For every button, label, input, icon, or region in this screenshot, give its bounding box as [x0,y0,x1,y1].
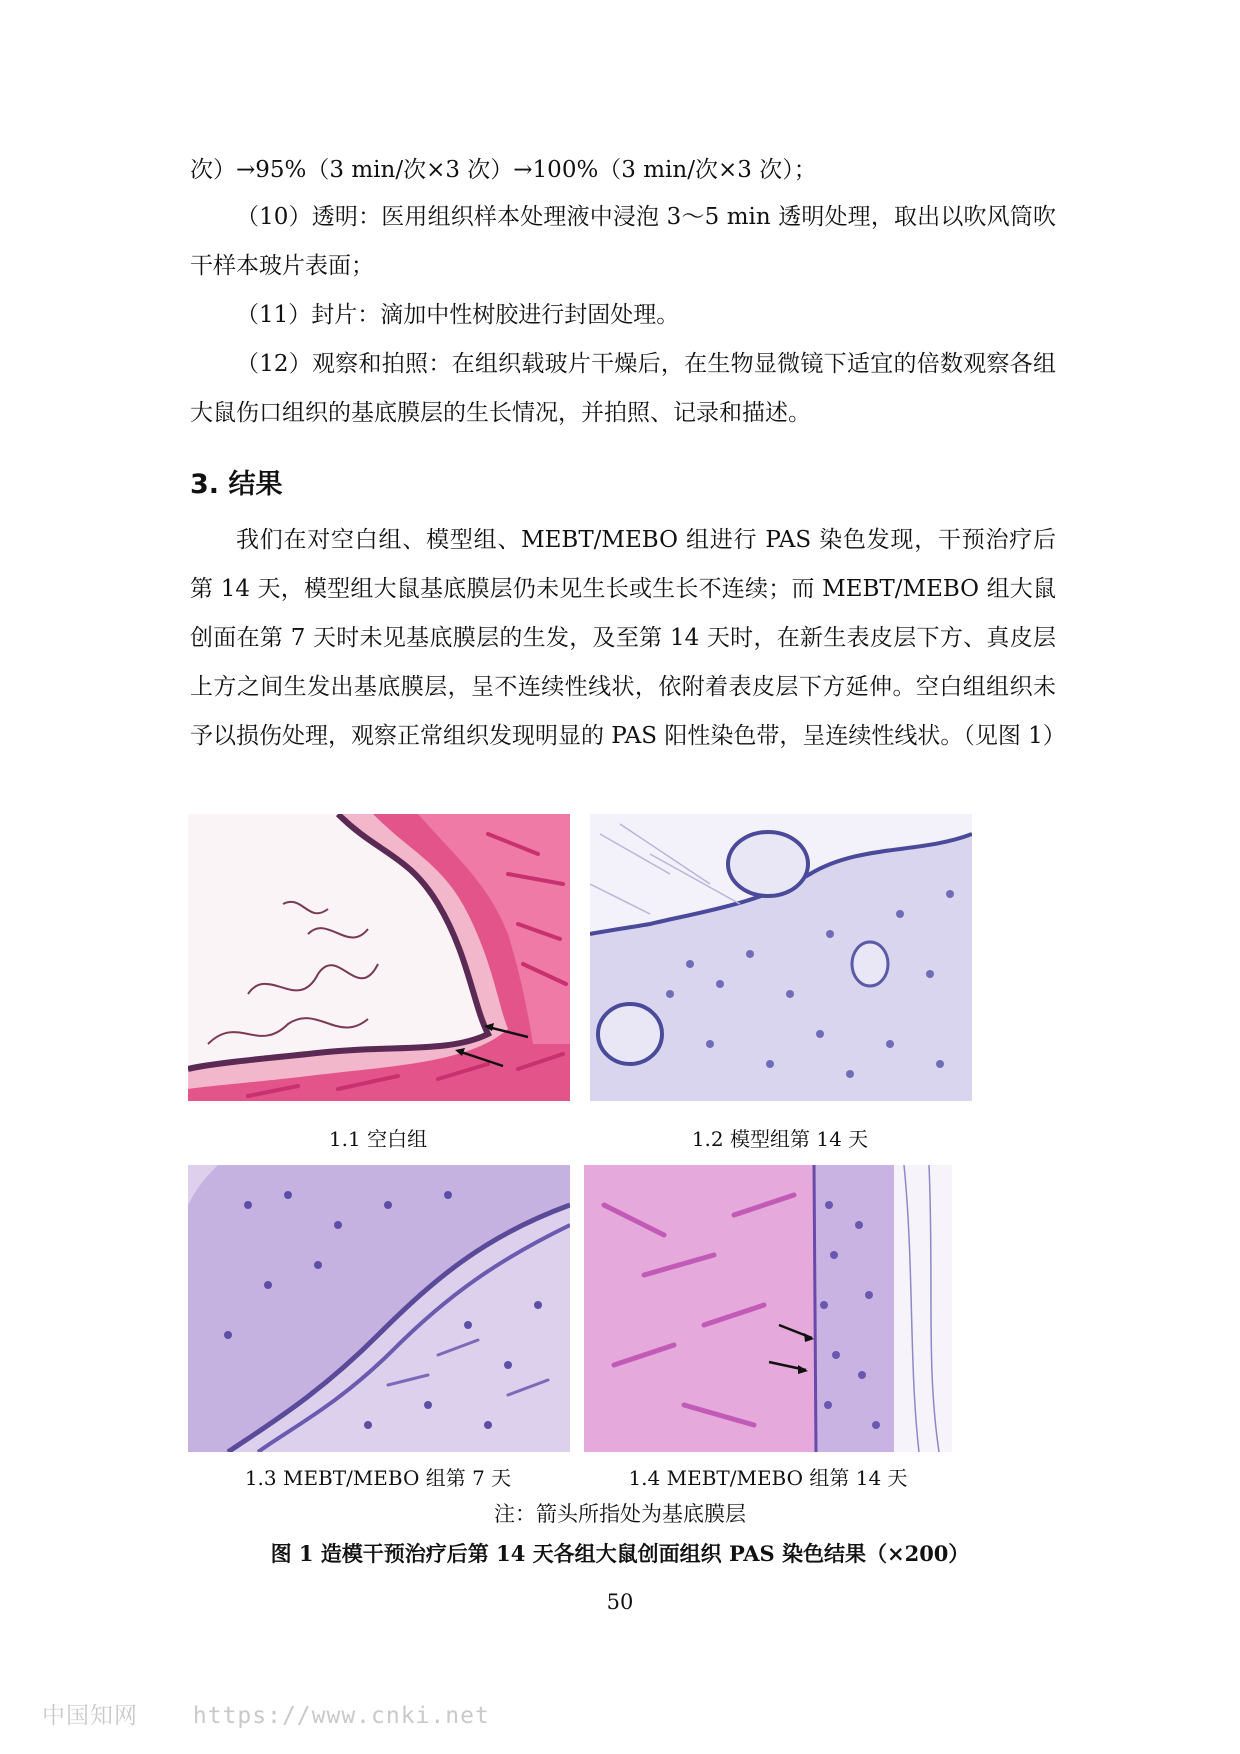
watermark [42,1697,530,1730]
micrograph-model-group-day14 [590,814,972,1101]
paragraph-step-11: （11）封片：滴加中性树胶进行封固处理。 [236,302,680,328]
paragraph-continuation: 次）→95%（3 min/次×3 次）→100%（3 min/次×3 次）； [190,157,817,183]
watermark-site: 中国知网 [42,1703,138,1729]
panel-caption-4: 1.4 MEBT/MEBO 组第 14 天 [628,1466,908,1490]
panel-caption-1: 1.1 空白组 [328,1127,428,1151]
figure-caption: 图 1 造模干预治疗后第 14 天各组大鼠创面组织 PAS 染色结果（×200） [270,1541,970,1566]
panel-caption-3: 1.3 MEBT/MEBO 组第 7 天 [244,1466,512,1490]
paragraph-results: 我们在对空白组、模型组、MEBT/MEBO 组进行 PAS 染色发现，干预治疗后第 14 天，模型组大鼠基底膜层仍未见生长或生长不连续；而 MEBT/MEBO 组大鼠创面在第 7 天时未见基底膜层的生发，及至第 14 天时，在新生表皮层下方、真皮层上方之间生发出基底膜层，呈不连续性线状，依附着表皮层下方延伸。空白组组织未予以损伤处理，观察正常组织发现明显的 PAS 阳性染色带，呈连续性线状。（见图 1） [190,527,1066,749]
paragraph-step-12: （12）观察和拍照：在组织载玻片干燥后，在生物显微镜下适宜的倍数观察各组大鼠伤口组织的基底膜层的生长情况，并拍照、记录和描述。 [190,351,1056,426]
figure-note: 注：箭头所指处为基底膜层 [494,1502,746,1526]
micrograph-blank-group [188,814,570,1101]
watermark-url[interactable]: https://www.cnki.net [192,1703,490,1729]
panel-caption-2: 1.2 模型组第 14 天 [691,1127,869,1151]
page-number: 50 [606,1590,634,1614]
micrograph-mebt-day7 [188,1165,570,1452]
micrograph-mebt-day14 [584,1165,952,1452]
section-heading: 3. 结果 [190,469,283,500]
paragraph-step-10: （10）透明：医用组织样本处理液中浸泡 3～5 min 透明处理，取出以吹风筒吹干样本玻片表面； [190,204,1056,279]
